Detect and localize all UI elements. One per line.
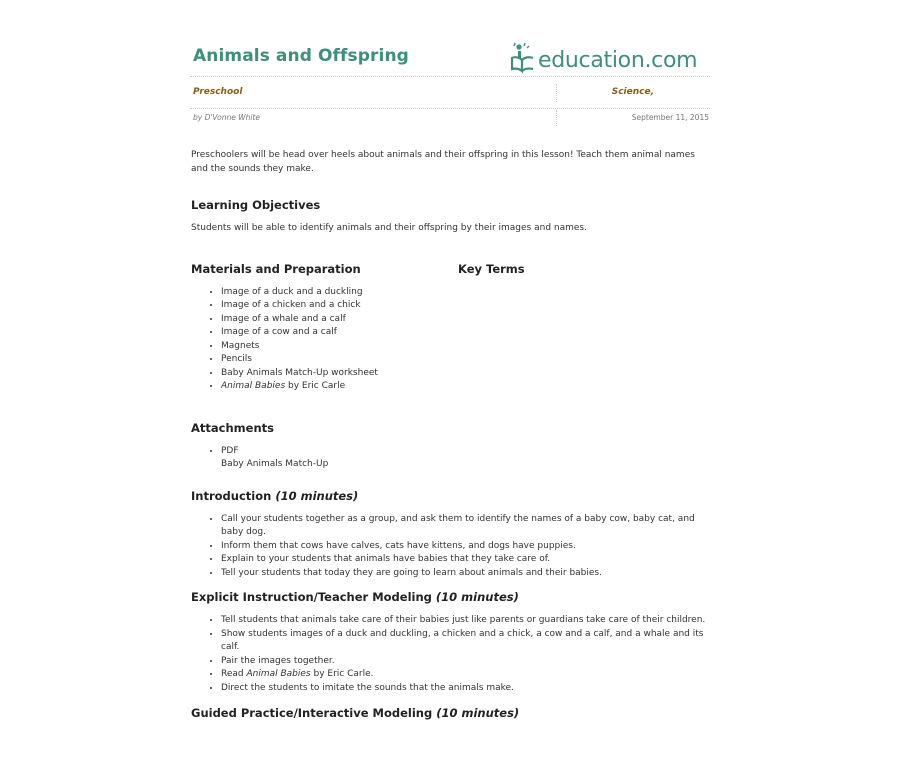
list-item: • Magnets [221,340,458,354]
guided-practice-heading: Guided Practice/Interactive Modeling (10 minutes) [191,706,520,720]
list-item: • Read Animal Babies by Eric Carle. [221,668,711,682]
publish-date: September 11, 2015 [631,113,709,122]
header-divider-vertical-2 [556,110,557,126]
header-divider-middle [190,108,710,109]
list-item: • Pair the images together. [221,655,711,669]
education-com-logo[interactable] [508,42,697,74]
list-item: • Explain to your students that animals have babies that they take care of. [221,553,711,567]
lesson-content [191,149,711,720]
materials-list [191,286,458,394]
list-item: • Image of a duck and a duckling [221,286,458,300]
learning-objectives-heading: Learning Objectives [191,198,321,212]
attachments-heading: Attachments [191,420,274,435]
list-item: • Pencils [221,353,458,367]
guided-practice-duration: (10 minutes) [436,706,520,720]
logo-wordmark: education.com [538,48,698,73]
book-reader-icon [508,42,538,74]
book-author: by Eric Carle [285,381,346,391]
book-title: Animal Babies [246,669,311,679]
book-title: Animal Babies [221,381,286,391]
introduction-heading: Introduction (10 minutes) [191,488,359,503]
list-item: • Image of a cow and a calf [221,326,458,340]
explicit-instruction-list [191,614,711,695]
list-item: • Image of a chicken and a chick [221,299,458,313]
list-item: • Tell your students that today they are going to learn about animals and their babies. [221,567,711,581]
introduction-duration: (10 minutes) [275,488,359,503]
page-title: Animals and Offspring [193,46,409,66]
materials-keyterms-row [191,262,711,394]
list-item: • Image of a whale and a calf [221,313,458,327]
grade-label[interactable]: Preschool [193,87,243,97]
header-divider-vertical [556,84,557,102]
attachment-type: PDF [221,445,239,456]
key-terms-heading: Key Terms [458,261,525,276]
list-item: • Call your students together as a group, and ask them to identify the names of a baby cow, baby cat, and baby dog. [221,513,711,540]
author-byline: by D'Vonne White [193,113,261,122]
introduction-list [191,513,711,581]
intro-paragraph: Preschoolers will be head over heels about animals and their offspring in this lesson! Teach them animal names and the sounds they make. [191,150,695,174]
attachment-link[interactable]: Baby Animals Match-Up [221,459,329,469]
list-item: • Direct the students to imitate the sounds that the animals make. [221,682,711,696]
subject-label[interactable]: Science, [611,87,654,97]
list-item: • Inform them that cows have calves, cats have kittens, and dogs have puppies. [221,540,711,554]
list-item: • Tell students that animals take care of their babies just like parents or guardians take care of their children. [221,614,711,628]
materials-column [191,262,458,394]
list-item: • Baby Animals Match-Up worksheet [221,367,458,381]
header-divider-top [190,76,710,77]
list-item [221,380,458,394]
explicit-instruction-heading: Explicit Instruction/Teacher Modeling (10 minutes) [191,590,519,604]
explicit-instruction-duration: (10 minutes) [435,590,519,604]
key-terms-column [458,262,708,394]
attachments-list [191,445,711,472]
learning-objectives-text: Students will be able to identify animals and their offspring by their images and names. [191,223,587,233]
list-item: • Show students images of a duck and duckling, a chicken and a chick, a cow and a calf, and a whale and its calf. [221,628,711,655]
attachment-item[interactable] [221,445,711,472]
materials-heading: Materials and Preparation [191,261,361,276]
